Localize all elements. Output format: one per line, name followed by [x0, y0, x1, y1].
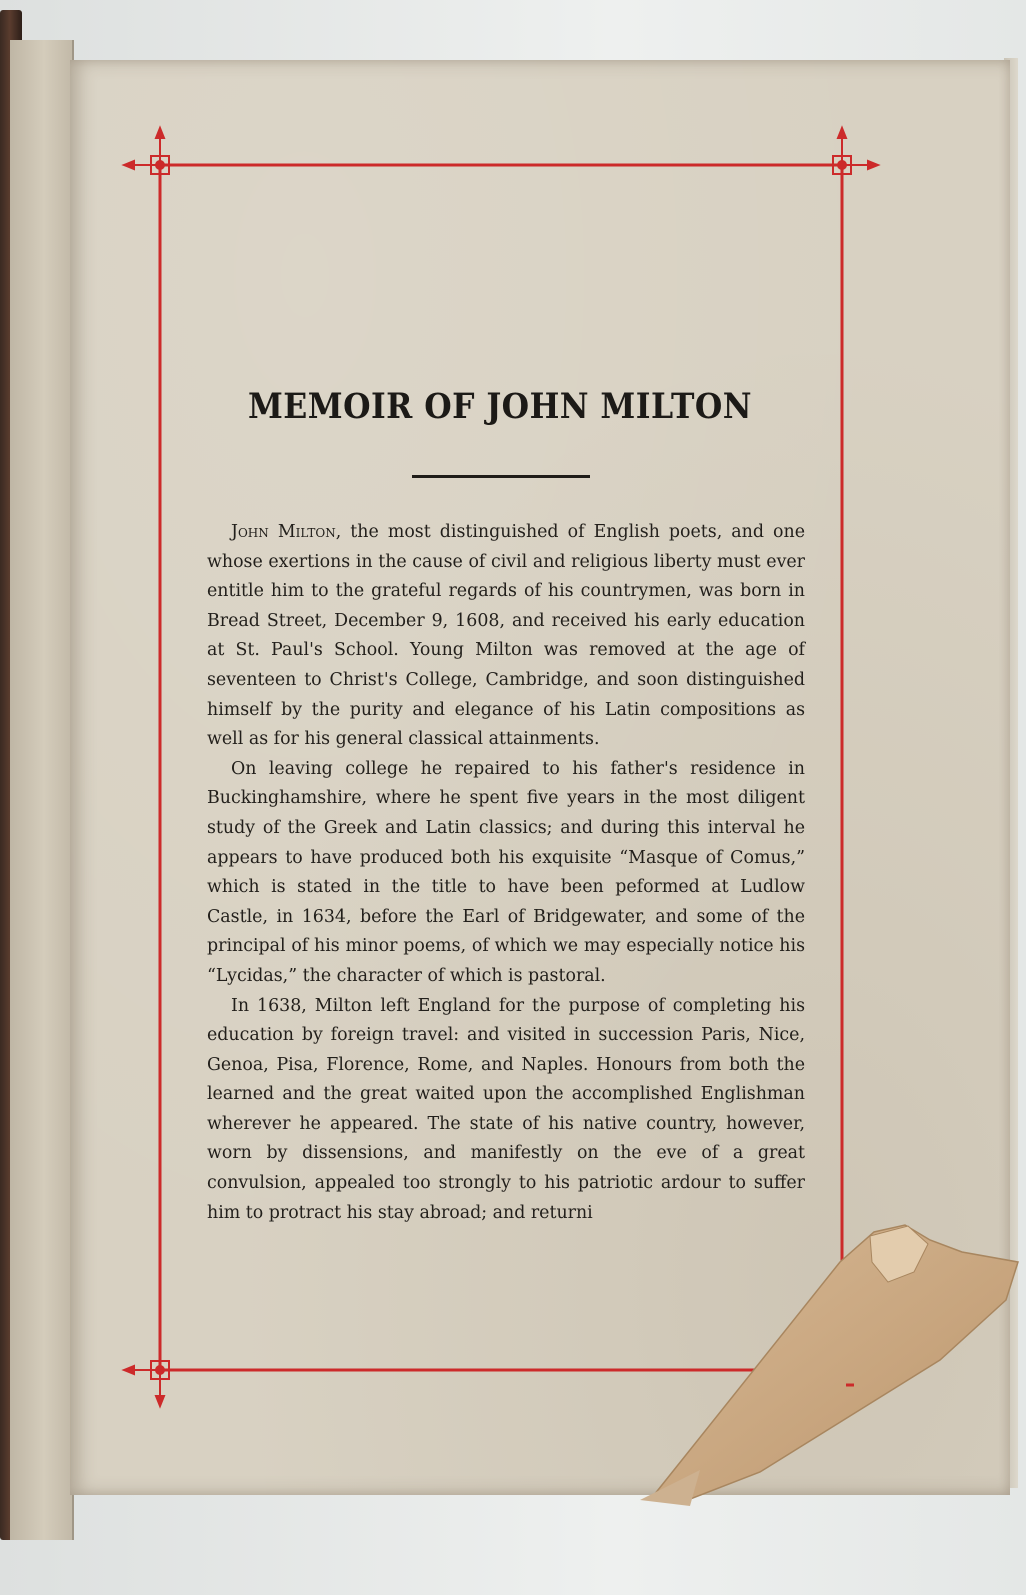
paragraph-3: In 1638, Milton left England for the purpose of completing his education by foreign travel: and visited in succession Paris, Nice, Genoa, Pisa, Florence, Rome, and Naples. Honours from both the learned and the great waited upon the accomplished Englishman wherever he appeared. The state of his native country, however, worn by dissensions, and manifestly on the eve of a great convulsion, appealed too strongly to his patriotic ardour to suffer him to protract his stay abroad; and returni: [207, 995, 805, 1223]
lead-name: John Milton: [231, 522, 336, 542]
paragraph-2: On leaving college he repaired to his father's residence in Buckinghamshire, where he spent five years in the most diligent study of the Greek and Latin classics; and during this interval he appears to have produced both his exquisite “Masque of Comus,” which is stated in the title to have been peformed at Ludlow Castle, in 1634, before the Earl of Bridgewater, and some of the principal of his minor poems, of which we may especially notice his “Lycidas,” the character of which is pastoral.: [207, 758, 805, 986]
paragraph-1-text: , the most distinguished of English poets, and one whose exertions in the cause of civil and religious liberty must ever entitle him to the grateful regards of his countrymen, was born in Bread Street, December 9, 1608, and received his early education at St. Paul's School. Young Milton was removed at the age of seventeen to Christ's College, Cambridge, and soon distinguished himself by the purity and elegance of his Latin compositions as well as for his general classical attainments.: [207, 522, 805, 750]
page-title: MEMOIR OF JOHN MILTON: [247, 386, 752, 427]
